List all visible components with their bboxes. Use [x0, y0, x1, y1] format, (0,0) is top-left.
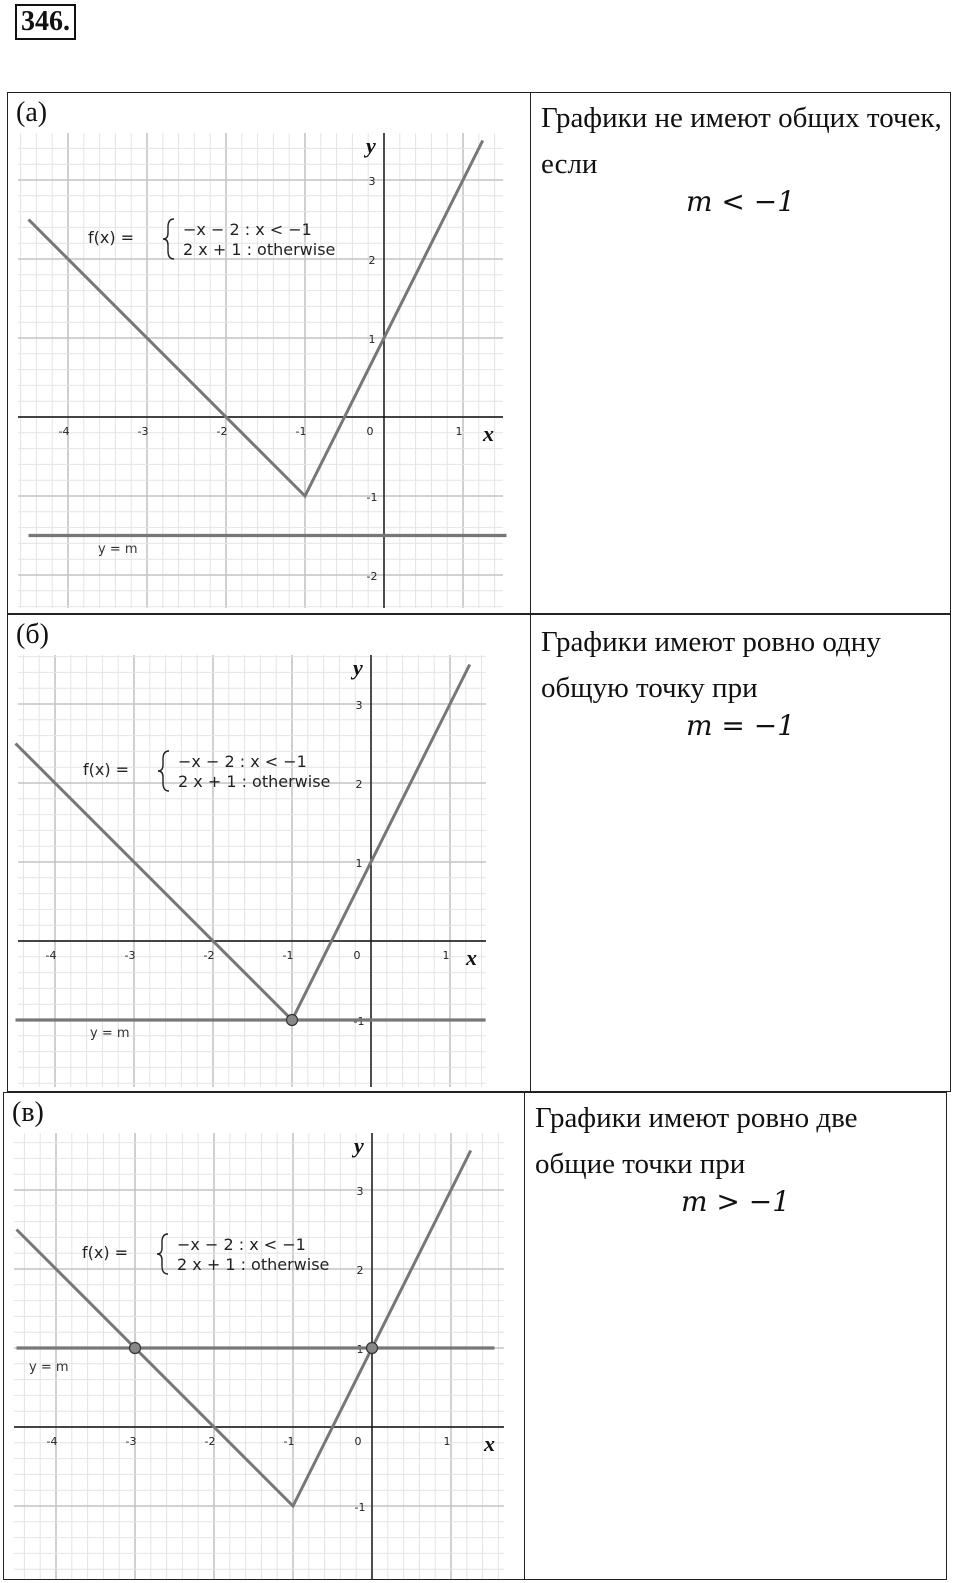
- graph-cell-c: [4, 1093, 525, 1579]
- intersection-point: [367, 1343, 378, 1354]
- row-label: (а): [16, 97, 48, 128]
- function-line: [29, 141, 483, 497]
- x-tick-label: -3: [137, 425, 149, 438]
- row-label: (б): [16, 619, 49, 650]
- answer-formula: m > −1: [680, 1185, 791, 1218]
- function-case-1: −x − 2 : x < −1: [183, 220, 312, 239]
- description: Графики имеют ровно две общие точки при: [535, 1102, 858, 1180]
- text-cell-b: [531, 615, 950, 1091]
- x-tick-label: 1: [443, 1435, 451, 1448]
- x-tick-label: -4: [46, 1435, 58, 1448]
- brace: [163, 219, 174, 259]
- x-tick-label: -2: [216, 425, 228, 438]
- function-line: [16, 665, 470, 1021]
- function-case-1: −x − 2 : x < −1: [177, 1235, 306, 1254]
- x-tick-label: -1: [283, 1435, 295, 1448]
- function-case-2: 2 x + 1 : otherwise: [178, 772, 331, 791]
- text-cell-a: [531, 93, 950, 613]
- x-tick-label: -4: [58, 425, 70, 438]
- y-axis-label: y: [353, 655, 363, 680]
- x-tick-label: 0: [353, 949, 361, 962]
- grid: [18, 655, 486, 1087]
- function-name: f(x) =: [82, 1243, 129, 1262]
- description: Графики имеют ровно одну общую точку при: [541, 626, 881, 704]
- x-tick-label: -2: [204, 1435, 216, 1448]
- y-tick-label: 3: [356, 1185, 364, 1198]
- graph-a: [8, 93, 530, 613]
- answer-formula: m < −1: [685, 185, 796, 218]
- text-cell-c: [525, 1093, 946, 1579]
- y-tick-label: 1: [356, 1343, 364, 1356]
- x-tick-label: -2: [203, 949, 215, 962]
- x-tick-label: 0: [354, 1435, 362, 1448]
- y-tick-label: 3: [368, 175, 376, 188]
- y-tick-label: 1: [355, 857, 363, 870]
- intersection-point: [130, 1343, 141, 1354]
- y-axis-label: y: [354, 1133, 364, 1158]
- description: Графики не имеют общих точек, если: [541, 102, 942, 180]
- y-tick-label: 2: [355, 778, 363, 791]
- x-tick-label: -3: [124, 949, 136, 962]
- brace: [158, 751, 169, 791]
- grid: [14, 1133, 504, 1579]
- y-tick-label: 1: [368, 333, 376, 346]
- line-label: y = m: [90, 1026, 130, 1041]
- line-label: y = m: [98, 542, 138, 557]
- x-tick-label: -4: [45, 949, 57, 962]
- x-axis-label: x: [483, 421, 494, 446]
- graph-cell-b: [8, 615, 531, 1091]
- row-b: [7, 614, 951, 1092]
- x-tick-label: 0: [366, 425, 374, 438]
- answer-formula: m = −1: [685, 709, 796, 742]
- function-case-2: 2 x + 1 : otherwise: [177, 1255, 330, 1274]
- y-tick-label: 3: [355, 699, 363, 712]
- intersection-point: [287, 1015, 298, 1026]
- line-label: y = m: [29, 1360, 69, 1375]
- x-tick-label: -1: [295, 425, 307, 438]
- row-a: [7, 92, 951, 614]
- graph-b: [8, 615, 530, 1091]
- y-axis-label: y: [366, 133, 376, 158]
- row-c: [3, 1092, 947, 1580]
- y-tick-label: -1: [366, 491, 378, 504]
- graph-c: [4, 1093, 524, 1579]
- y-tick-label: 2: [368, 254, 376, 267]
- x-tick-label: 1: [455, 425, 463, 438]
- y-tick-label: -1: [354, 1501, 366, 1514]
- function-name: f(x) =: [83, 760, 130, 779]
- function-name: f(x) =: [88, 228, 135, 247]
- function-case-1: −x − 2 : x < −1: [178, 752, 307, 771]
- row-label: (в): [12, 1097, 44, 1128]
- problem-number: 346.: [15, 4, 76, 40]
- x-axis-label: x: [466, 945, 477, 970]
- graph-cell-a: [8, 93, 531, 613]
- x-axis-label: x: [484, 1431, 495, 1456]
- function-case-2: 2 x + 1 : otherwise: [183, 240, 336, 259]
- x-tick-label: -1: [282, 949, 294, 962]
- x-tick-label: -3: [125, 1435, 137, 1448]
- y-tick-label: 2: [356, 1264, 364, 1277]
- function-line: [17, 1151, 471, 1507]
- y-tick-label: -1: [353, 1015, 365, 1028]
- x-tick-label: 1: [442, 949, 450, 962]
- y-tick-label: -2: [366, 570, 378, 583]
